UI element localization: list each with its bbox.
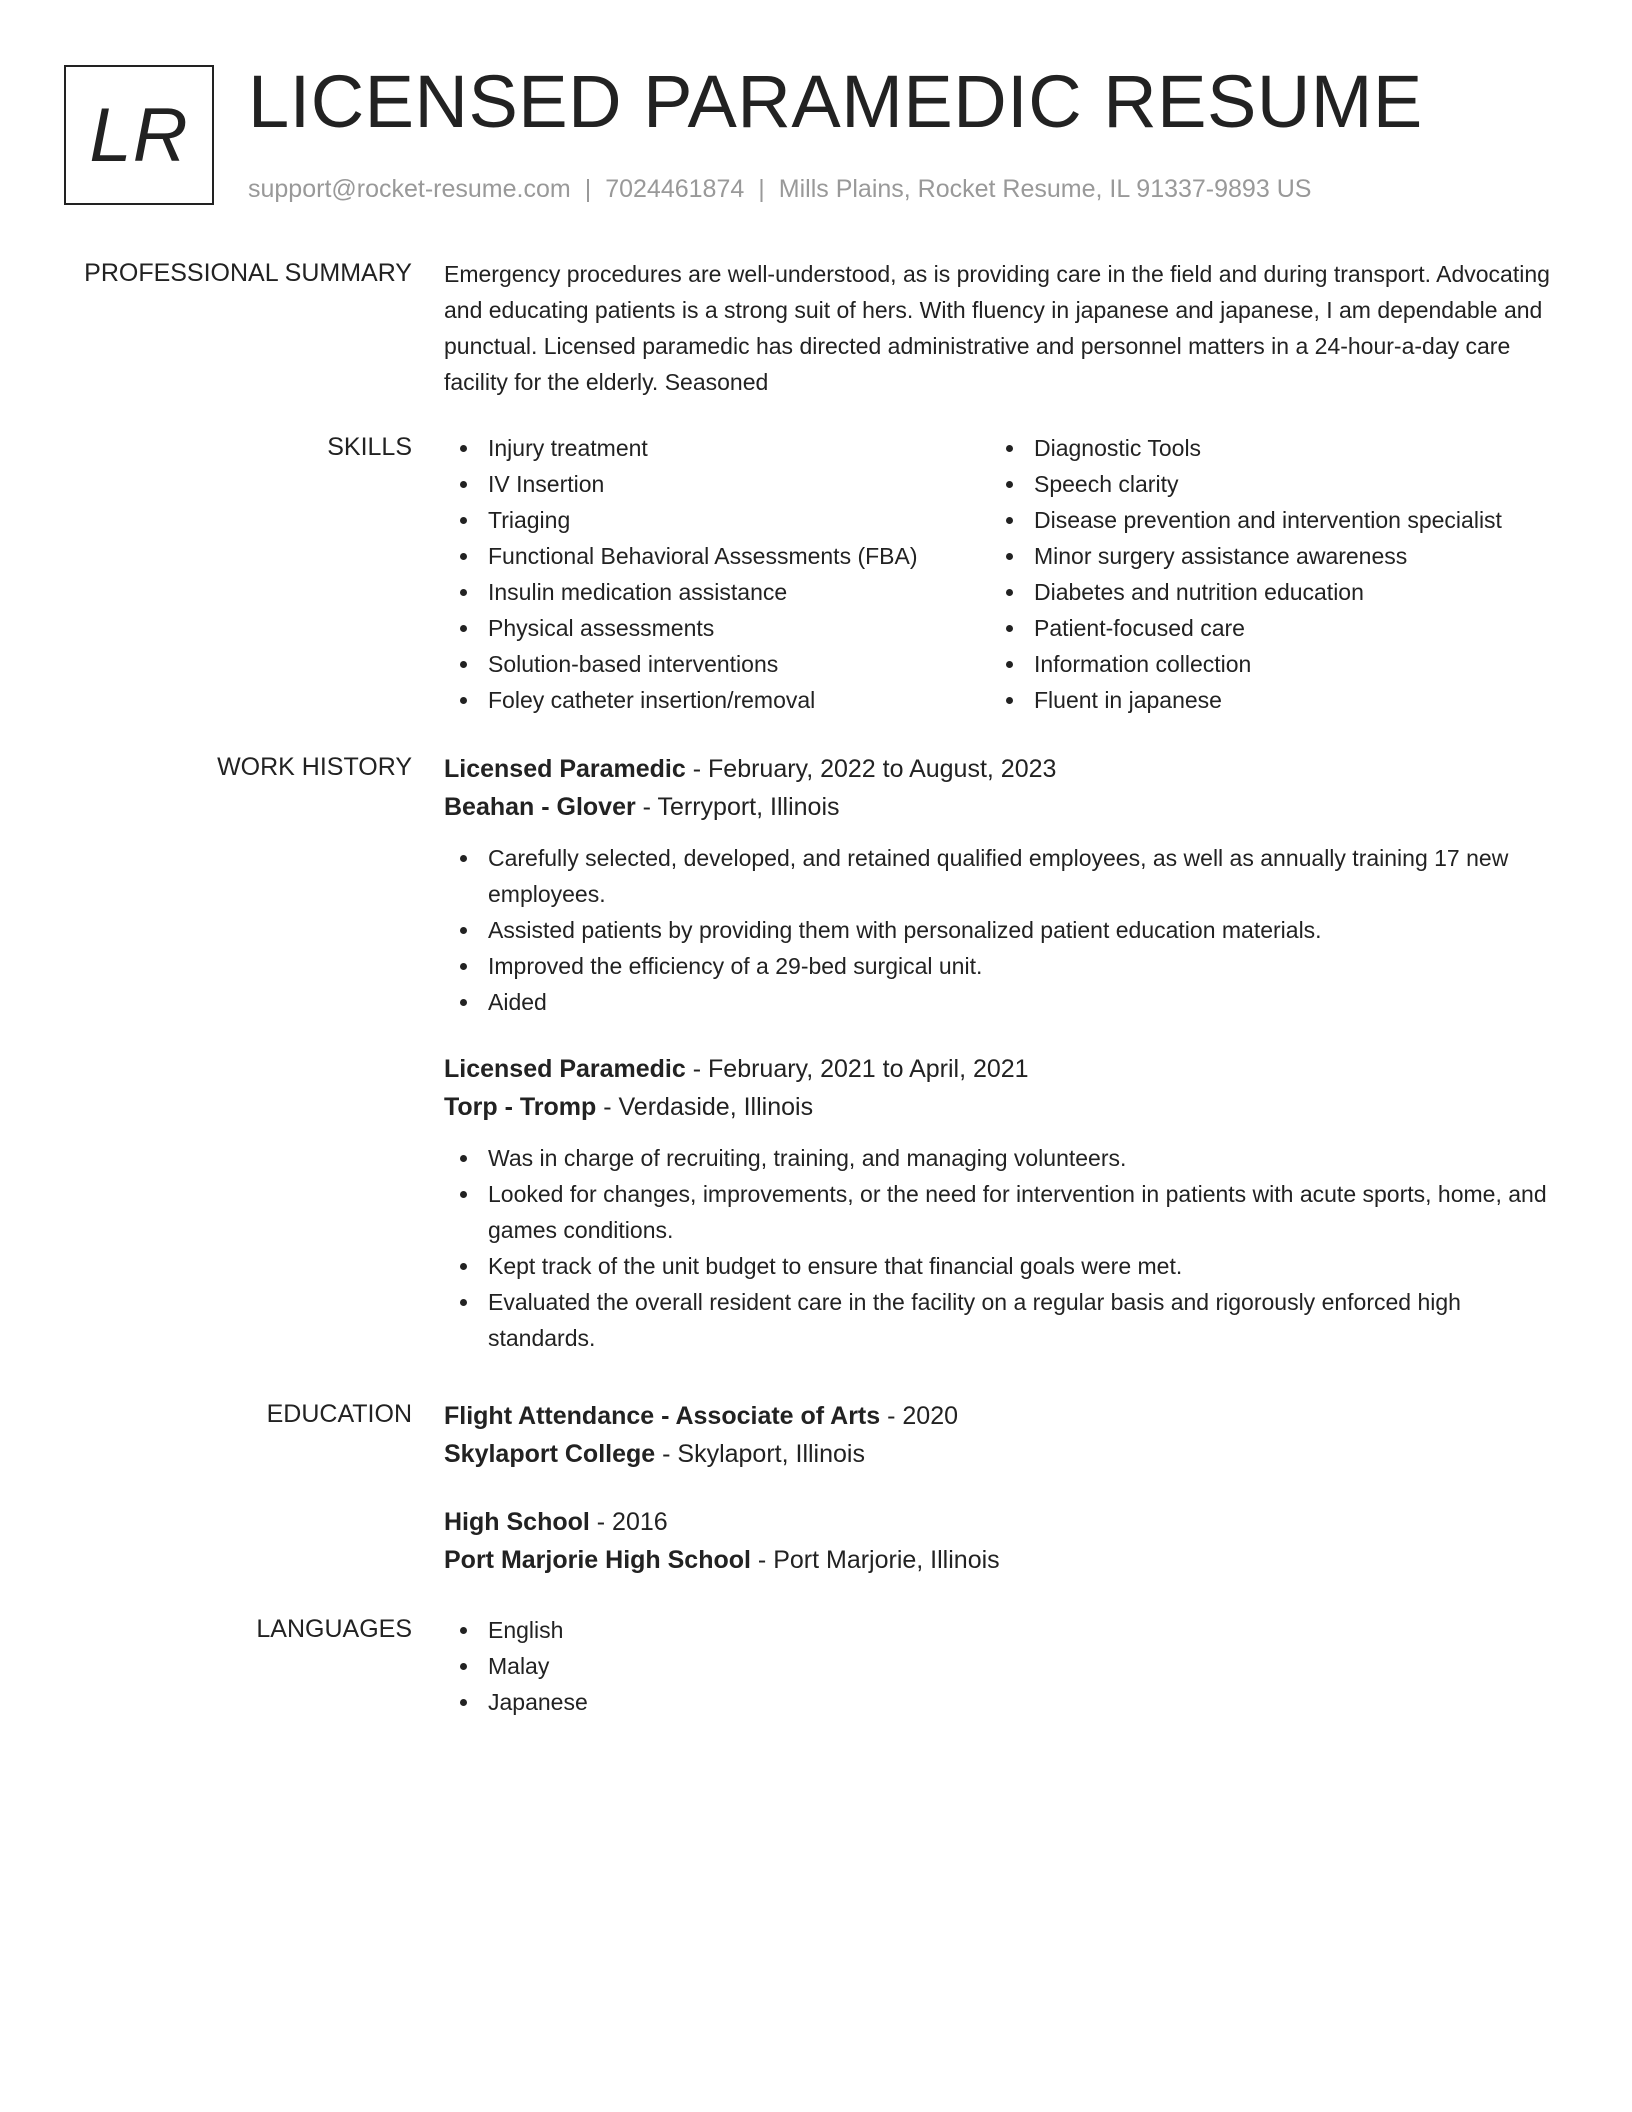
skill-item: Information collection (990, 646, 1536, 682)
language-item: Japanese (444, 1684, 1556, 1720)
education-degree: Flight Attendance - Associate of Arts (444, 1402, 881, 1430)
skill-item: Foley catheter insertion/removal (444, 682, 990, 718)
skill-item: Fluent in japanese (990, 682, 1536, 718)
job-bullet: Improved the efficiency of a 29-bed surgical unit. (444, 948, 1556, 984)
job-bullet: Was in charge of recruiting, training, and managing volunteers. (444, 1140, 1556, 1176)
job-company-line (444, 788, 1556, 826)
bullet-dot (460, 1663, 467, 1670)
languages-body (444, 1612, 1556, 1720)
skill-item: Speech clarity (990, 466, 1536, 502)
skill-item: Physical assessments (444, 610, 990, 646)
bullet-dot (460, 1155, 467, 1162)
bullet-dot (460, 661, 467, 668)
job-bullet: Evaluated the overall resident care in the facility on a regular basis and rigorously enforced high standards. (444, 1284, 1556, 1356)
skill-item: Solution-based interventions (444, 646, 990, 682)
job-bullet: Kept track of the unit budget to ensure that financial goals were met. (444, 1248, 1556, 1284)
skill-item: Diabetes and nutrition education (990, 574, 1536, 610)
skill-item: Triaging (444, 502, 990, 538)
education-entry (444, 1397, 1556, 1473)
bullet-dot (460, 697, 467, 704)
section-label-work-history: WORK HISTORY (217, 753, 412, 781)
contact-address: Mills Plains, Rocket Resume, IL 91337-9893 US (778, 175, 1312, 203)
job-title-line (444, 1050, 1556, 1088)
bullet-dot (1006, 553, 1013, 560)
skills-list-right (990, 430, 1536, 718)
bullet-dot (1006, 517, 1013, 524)
section-label-languages: LANGUAGES (256, 1615, 412, 1643)
section-label-education: EDUCATION (266, 1400, 412, 1428)
job-entry (444, 750, 1556, 1020)
work-history-body (444, 750, 1556, 1386)
education-body (444, 1397, 1556, 1609)
skills-body (444, 430, 1556, 718)
job-bullet: Aided (444, 984, 1556, 1020)
bullet-dot (1006, 445, 1013, 452)
education-school-line (444, 1541, 1556, 1579)
bullet-dot (460, 445, 467, 452)
bullet-dot (460, 927, 467, 934)
education-year: - 2016 (589, 1508, 668, 1536)
job-company: Beahan - Glover (444, 793, 636, 821)
job-dates: - February, 2021 to April, 2021 (685, 1055, 1029, 1083)
education-entry (444, 1503, 1556, 1579)
skill-item: Insulin medication assistance (444, 574, 990, 610)
skills-list-left (444, 430, 990, 718)
job-title-line (444, 750, 1556, 788)
contact-phone[interactable]: 7024461874 (605, 175, 745, 203)
bullet-dot (1006, 625, 1013, 632)
education-school: Skylaport College (444, 1440, 656, 1468)
bullet-dot (460, 553, 467, 560)
job-bullet: Carefully selected, developed, and retained qualified employees, as well as annually training 17 new employees. (444, 840, 1556, 912)
job-company-line (444, 1088, 1556, 1126)
resume-title: LICENSED PARAMEDIC RESUME (248, 60, 1423, 143)
job-location: - Terryport, Illinois (635, 793, 840, 821)
bullet-dot (460, 1627, 467, 1634)
contact-separator: | (584, 175, 592, 203)
bullet-dot (460, 589, 467, 596)
bullet-dot (460, 963, 467, 970)
bullet-dot (460, 481, 467, 488)
job-location: - Verdaside, Illinois (596, 1093, 814, 1121)
section-label-skills: SKILLS (327, 433, 412, 461)
job-bullets (444, 840, 1556, 1020)
skill-item: Diagnostic Tools (990, 430, 1536, 466)
skill-item: Minor surgery assistance awareness (990, 538, 1536, 574)
education-degree-line (444, 1503, 1556, 1541)
bullet-dot (460, 625, 467, 632)
education-degree-line (444, 1397, 1556, 1435)
contact-email[interactable]: support@rocket-resume.com (248, 175, 571, 203)
bullet-dot (460, 1191, 467, 1198)
skill-item: IV Insertion (444, 466, 990, 502)
job-company: Torp - Tromp (444, 1093, 597, 1121)
bullet-dot (460, 999, 467, 1006)
bullet-dot (460, 517, 467, 524)
bullet-dot (460, 1699, 467, 1706)
monogram-logo: LR (64, 65, 214, 205)
job-bullet: Assisted patients by providing them with personalized patient education materials. (444, 912, 1556, 948)
job-title: Licensed Paramedic (444, 1055, 686, 1083)
bullet-dot (1006, 697, 1013, 704)
section-label-summary: PROFESSIONAL SUMMARY (84, 259, 412, 287)
job-entry (444, 1050, 1556, 1356)
skill-item: Patient-focused care (990, 610, 1536, 646)
bullet-dot (1006, 589, 1013, 596)
languages-list (444, 1612, 1556, 1720)
summary-body (444, 256, 1556, 400)
education-degree: High School (444, 1508, 590, 1536)
skill-item: Disease prevention and intervention specialist (990, 502, 1536, 538)
language-item: English (444, 1612, 1556, 1648)
job-bullets (444, 1140, 1556, 1356)
contact-line (248, 172, 1311, 206)
bullet-dot (460, 855, 467, 862)
education-location: - Port Marjorie, Illinois (750, 1546, 1000, 1574)
education-year: - 2020 (880, 1402, 959, 1430)
summary-text: Emergency procedures are well-understood, as is providing care in the field and during transport. Advocating and educating patients is a strong suit of hers. With fluency in japanese and japanese, I am dependable and punctual. Licensed paramedic has directed administrative and personnel matters in a 24-hour-a-day care facility for the elderly. Seasoned (444, 261, 1550, 395)
education-location: - Skylaport, Illinois (655, 1440, 865, 1468)
education-school: Port Marjorie High School (444, 1546, 751, 1574)
job-bullet: Looked for changes, improvements, or the need for intervention in patients with acute sports, home, and games conditions. (444, 1176, 1556, 1248)
bullet-dot (460, 1299, 467, 1306)
contact-separator: | (758, 175, 765, 203)
language-item: Malay (444, 1648, 1556, 1684)
job-dates: - February, 2022 to August, 2023 (685, 755, 1057, 783)
skill-item: Functional Behavioral Assessments (FBA) (444, 538, 990, 574)
skill-item: Injury treatment (444, 430, 990, 466)
bullet-dot (1006, 661, 1013, 668)
bullet-dot (1006, 481, 1013, 488)
job-title: Licensed Paramedic (444, 755, 686, 783)
education-school-line (444, 1435, 1556, 1473)
bullet-dot (460, 1263, 467, 1270)
